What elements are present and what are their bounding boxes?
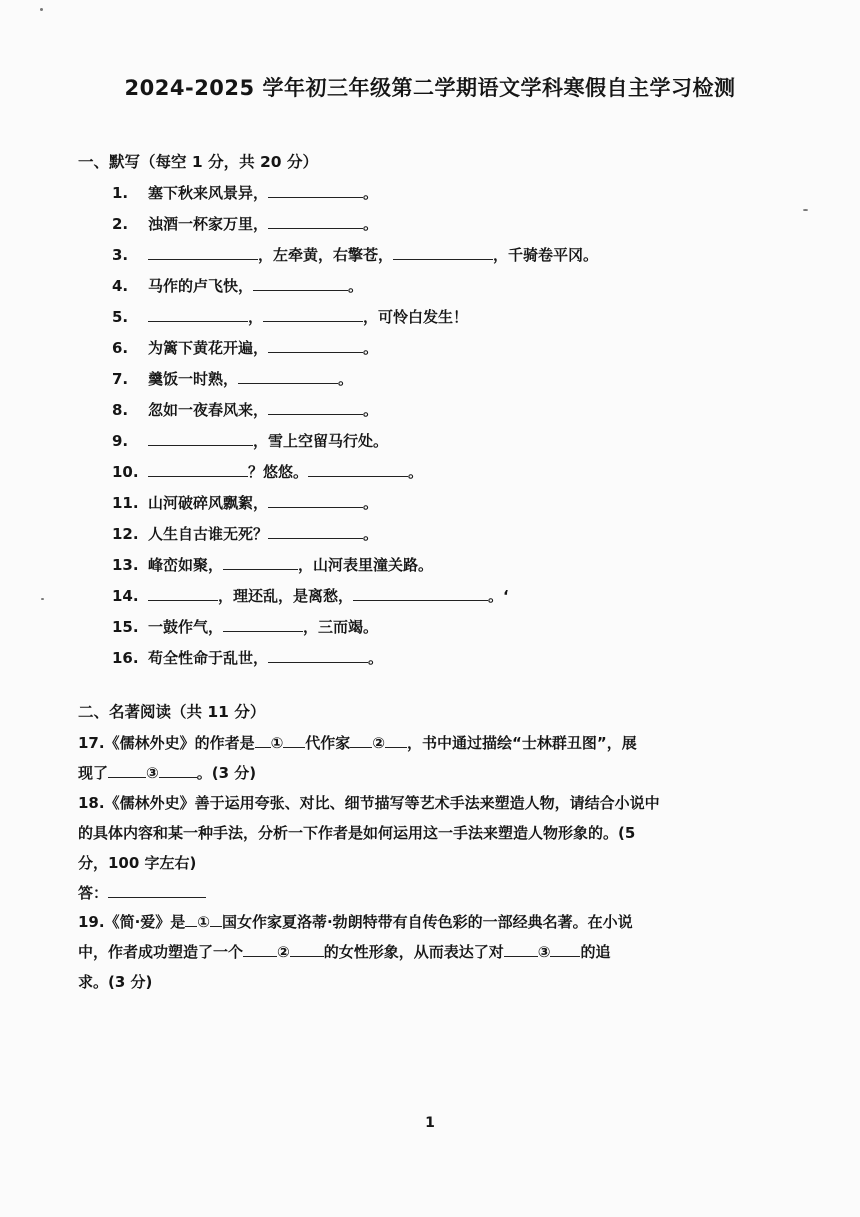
answer-blank[interactable] [263,307,363,322]
answer-blank[interactable] [185,912,197,927]
dictation-item-10 [112,461,423,482]
answer-blank[interactable] [385,733,407,748]
answer-blank[interactable] [159,763,197,778]
dictation-item-2 [112,213,378,234]
answer-blank[interactable] [148,245,258,260]
q17-text: 代作家 [305,734,351,752]
answer-blank[interactable] [255,733,271,748]
dictation-item-11 [112,492,378,513]
dictation-item-9 [112,430,388,451]
item-text: ，左牵黄，右擎苍， [258,246,394,264]
item-text: 马作的卢飞快， [148,277,254,295]
q19-line-1 [78,907,788,937]
item-number: 11. [112,494,139,512]
section1-heading: 一、默写（每空 1 分，共 20 分） [78,153,318,171]
item-text: 羹饭一时熟， [148,370,239,388]
q18-line-3: 分，100 字左右) [78,854,197,872]
item-number: 13. [112,556,139,574]
item-text: 为篱下黄花开遍， [148,339,269,357]
item-text: ，理还乱，是离愁， [218,587,354,605]
answer-blank[interactable] [148,307,248,322]
q17-text: ，书中通过描绘“士林群丑图”，展 [407,734,637,752]
item-number: 5. [112,308,129,326]
answer-blank[interactable] [268,648,368,663]
answer-label: 答： [78,884,109,902]
blank-marker-1: ① [197,913,210,931]
q19-text: 国女作家夏洛蒂·勃朗特带有自传色彩的一部经典名著。在小说 [221,913,633,931]
answer-blank[interactable] [223,617,303,632]
q18-line-1: 18.《儒林外史》善于运用夸张、对比、细节描写等艺术手法来塑造人物，请结合小说中 [78,794,660,812]
page-number: 1 [425,1115,435,1131]
item-text: 浊酒一杯家万里， [148,215,269,233]
item-text: 塞下秋来风景异， [148,184,269,202]
dictation-item-7 [112,368,353,389]
item-text: ，可怜白发生！ [363,308,469,326]
dictation-item-6 [112,337,378,358]
answer-blank[interactable] [504,942,538,957]
dictation-item-8 [112,399,378,420]
question-19 [78,907,788,997]
item-text: 。 [348,277,364,295]
item-text: 苟全性命于乱世， [148,649,269,667]
item-number: 6. [112,339,129,357]
answer-blank[interactable] [223,555,298,570]
item-number: 7. [112,370,129,388]
scan-speck [41,598,44,600]
dictation-item-14 [112,585,509,606]
answer-blank[interactable] [268,183,363,198]
item-text: 。 [363,525,379,543]
q17-text: 17.《儒林外史》的作者是 [78,734,255,752]
q19-text: 的追 [580,943,611,961]
dictation-item-12 [112,523,378,544]
item-text: ， [248,308,264,326]
item-text: 。 [363,494,379,512]
question-17 [78,728,788,788]
item-number: 15. [112,618,139,636]
dictation-item-4 [112,275,363,296]
item-number: 3. [112,246,129,264]
item-text: 。 [408,463,424,481]
dictation-item-15 [112,616,378,637]
item-text: ，山河表里潼关路。 [298,556,434,574]
item-text: ，千骑卷平冈。 [493,246,599,264]
item-text: 。 [368,649,384,667]
item-number: 1. [112,184,129,202]
dictation-item-3 [112,244,598,265]
item-text: 。 [363,401,379,419]
blank-marker-3: ③ [146,764,159,782]
dictation-item-16 [112,647,383,668]
item-number: 14. [112,587,139,605]
q19-text: 19.《简·爱》是 [78,913,186,931]
dictation-item-1 [112,182,378,203]
item-text: 人生自古谁无死？ [148,525,269,543]
scan-speck [40,8,43,11]
item-text: ，三而竭。 [303,618,379,636]
q19-line-2 [78,937,788,967]
dictation-item-13 [112,554,433,575]
scan-speck [803,209,808,211]
q17-text: 现了 [78,764,109,782]
answer-blank[interactable] [290,942,324,957]
answer-blank[interactable] [268,400,363,415]
answer-blank[interactable] [243,942,277,957]
item-text: 。 [338,370,354,388]
item-number: 8. [112,401,129,419]
item-text: ？悠悠。 [248,463,309,481]
q19-text: 的女性形象，从而表达了对 [323,943,504,961]
answer-blank[interactable] [148,462,248,477]
item-text: 山河破碎风飘絮， [148,494,269,512]
item-text: 峰峦如聚， [148,556,224,574]
answer-blank[interactable] [238,369,338,384]
item-text: 。 [363,339,379,357]
blank-marker-3: ③ [537,943,551,961]
item-text: 忽如一夜春风来， [148,401,269,419]
blank-marker-1: ① [270,734,284,752]
q18-answer [78,878,788,908]
answer-blank[interactable] [148,431,253,446]
q17-line-1 [78,728,788,758]
item-number: 10. [112,463,139,481]
answer-blank[interactable] [268,338,363,353]
q19-line-3: 求。(3 分) [78,973,153,991]
q17-line-2 [78,758,788,788]
item-number: 2. [112,215,129,233]
answer-blank[interactable] [148,586,218,601]
answer-blank[interactable] [268,524,363,539]
item-text: 。 [363,215,379,233]
blank-marker-2: ② [277,943,290,961]
item-text: 一鼓作气， [148,618,224,636]
answer-blank[interactable] [353,586,488,601]
item-number: 9. [112,432,129,450]
dictation-item-5 [112,306,468,327]
answer-blank[interactable] [268,214,363,229]
answer-blank[interactable] [108,883,206,898]
blank-marker-2: ② [372,734,385,752]
answer-blank[interactable] [350,733,372,748]
q17-text: 。(3 分) [196,764,257,782]
answer-blank[interactable] [108,763,146,778]
item-number: 4. [112,277,129,295]
answer-blank[interactable] [308,462,408,477]
q18-line-2: 的具体内容和某一种手法，分析一下作者是如何运用这一手法来塑造人物形象的。(5 [78,824,636,842]
item-text: ，雪上空留马行处。 [253,432,389,450]
section2-heading: 二、名著阅读（共 11 分） [78,703,266,721]
answer-blank[interactable] [550,942,580,957]
item-number: 16. [112,649,139,667]
answer-blank[interactable] [268,493,363,508]
answer-blank[interactable] [253,276,348,291]
item-text: 。‘ [488,587,509,605]
question-18 [78,788,788,908]
answer-blank[interactable] [210,912,222,927]
q19-text: 中，作者成功塑造了一个 [78,943,244,961]
exam-title: 2024-2025 学年初三年级第二学期语文学科寒假自主学习检测 [124,76,736,100]
answer-blank[interactable] [393,245,493,260]
item-text: 。 [363,184,379,202]
answer-blank[interactable] [283,733,305,748]
item-number: 12. [112,525,139,543]
